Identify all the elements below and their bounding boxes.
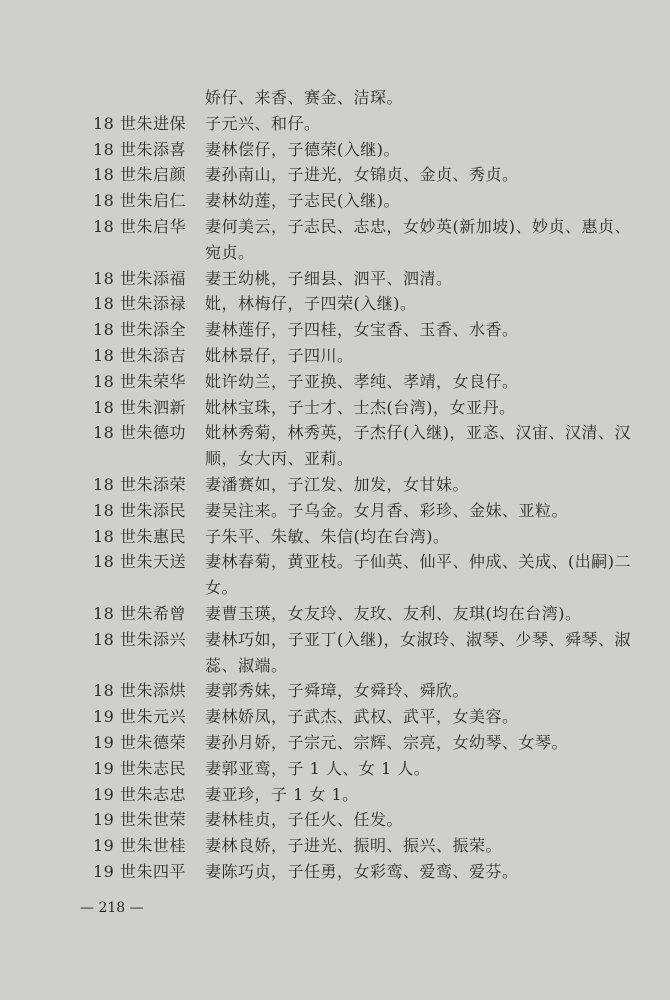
generation-name: 19 世朱元兴 [93, 707, 186, 727]
generation-name: 18 世朱添烘 [93, 681, 186, 701]
entry-detail: 妻潘赛如，子江发、加发，女甘妹。 [205, 475, 470, 494]
generation-name: 19 世朱德荣 [93, 733, 186, 752]
entry-detail: 妻林偿仔，子德荣(入继)。 [205, 139, 400, 159]
generation-name: 18 世朱启仁 [93, 191, 186, 211]
generation-name: 18 世朱添荣 [93, 475, 186, 494]
generation-name: 18 世朱启颜 [93, 165, 186, 185]
generation-name: 18 世朱天送 [93, 552, 186, 572]
generation-name: 19 世朱世桂 [93, 836, 186, 856]
entry-detail: 妻林幼莲，子志民(入继)。 [205, 191, 400, 211]
entry-detail: 妻何美云，子志民、志忠，女妙英(新加坡)、妙贞、惠贞、 [205, 217, 631, 236]
generation-name: 18 世朱添禄 [93, 294, 186, 314]
generation-name: 18 世朱泗新 [93, 397, 186, 417]
generation-name: 18 世朱添吉 [93, 346, 186, 365]
entry-detail: 妣许幼兰，子亚换、孝纯、孝靖，女良仔。 [205, 371, 519, 391]
generation-name: 18 世朱启华 [93, 217, 186, 236]
entry-detail: 妻郭亚鸾，子 1 人、女 1 人。 [205, 758, 431, 778]
entry-detail: 蕊、淑端。 [205, 655, 288, 675]
entry-detail: 妻孙月娇，子宗元、宗辉、宗亮，女幼琴、女琴。 [205, 733, 569, 752]
entry-detail: 娇仔、来香、赛金、洁琛。 [205, 88, 404, 107]
generation-name: 18 世朱惠民 [93, 526, 186, 546]
entry-detail: 妻亚珍，子 1 女 1。 [205, 784, 359, 804]
generation-name: 18 世朱荣华 [93, 371, 186, 391]
entry-detail: 妻陈巧贞，子任勇，女彩鸾、爱鸾、爱芬。 [205, 862, 519, 881]
generation-name: 18 世朱添福 [93, 268, 186, 288]
entry-detail: 妣，林梅仔，子四荣(入继)。 [205, 294, 417, 314]
entry-detail: 妻孙南山，子进光，女锦贞、金贞、秀贞。 [205, 165, 519, 185]
generation-name: 19 世朱世荣 [93, 810, 186, 830]
entry-detail: 妻王幼桃，子细县、泗平、泗清。 [205, 268, 453, 288]
entry-detail: 宛贞。 [205, 242, 255, 262]
generation-name: 19 世朱志民 [93, 758, 186, 778]
generation-name: 18 世朱添全 [93, 320, 186, 340]
page-number: — 218 — [80, 900, 144, 916]
entry-detail: 顺，女大丙、亚莉。 [205, 449, 354, 469]
entry-detail: 妣林秀菊，林秀英，子杰仔(入继)，亚忞、汉宙、汉清、汉 [205, 423, 631, 443]
entry-detail: 妻曹玉瑛，女友玲、友玫、友利、友琪(均在台湾)。 [205, 604, 582, 623]
entry-detail: 妻林莲仔，子四桂，女宝香、玉香、水香。 [205, 320, 519, 340]
generation-name: 18 世朱添兴 [93, 629, 186, 649]
entry-detail: 妻吴注来。子乌金。女月香、彩珍、金妹、亚粒。 [205, 500, 569, 520]
generation-name: 18 世朱进保 [93, 113, 186, 133]
generation-name: 18 世朱希曾 [93, 604, 186, 623]
entry-detail: 女。 [205, 578, 239, 598]
entry-detail: 妣林景仔，子四川。 [205, 346, 354, 365]
generation-name: 19 世朱志忠 [93, 784, 186, 804]
entry-detail: 妻林巧如，子亚丁(入继)，女淑玲、淑琴、少琴、舜琴、淑 [205, 629, 631, 649]
generation-name: 18 世朱德功 [93, 423, 186, 443]
entry-detail: 子元兴、和仔。 [205, 113, 321, 133]
entry-detail: 妻郭秀妹，子舜璋，女舜玲、舜欣。 [205, 681, 470, 701]
entry-detail: 子朱平、朱敏、朱信(均在台湾)。 [205, 526, 450, 546]
generation-name: 18 世朱添民 [93, 500, 186, 520]
entry-detail: 妣林宝珠，子士才、士杰(台湾)，女亚丹。 [205, 397, 516, 417]
entry-detail: 妻林娇凤，子武杰、武权、武平，女美容。 [205, 707, 519, 727]
generation-name: 19 世朱四平 [93, 862, 186, 881]
entry-detail: 妻林桂贞，子任火、任发。 [205, 810, 404, 830]
generation-name: 18 世朱添喜 [93, 139, 186, 159]
entry-detail: 妻林春菊，黄亚枝。子仙英、仙平、仲成、关成、(出嗣)二 [205, 552, 631, 572]
entry-detail: 妻林良娇，子进光、振明、振兴、振荣。 [205, 836, 503, 856]
